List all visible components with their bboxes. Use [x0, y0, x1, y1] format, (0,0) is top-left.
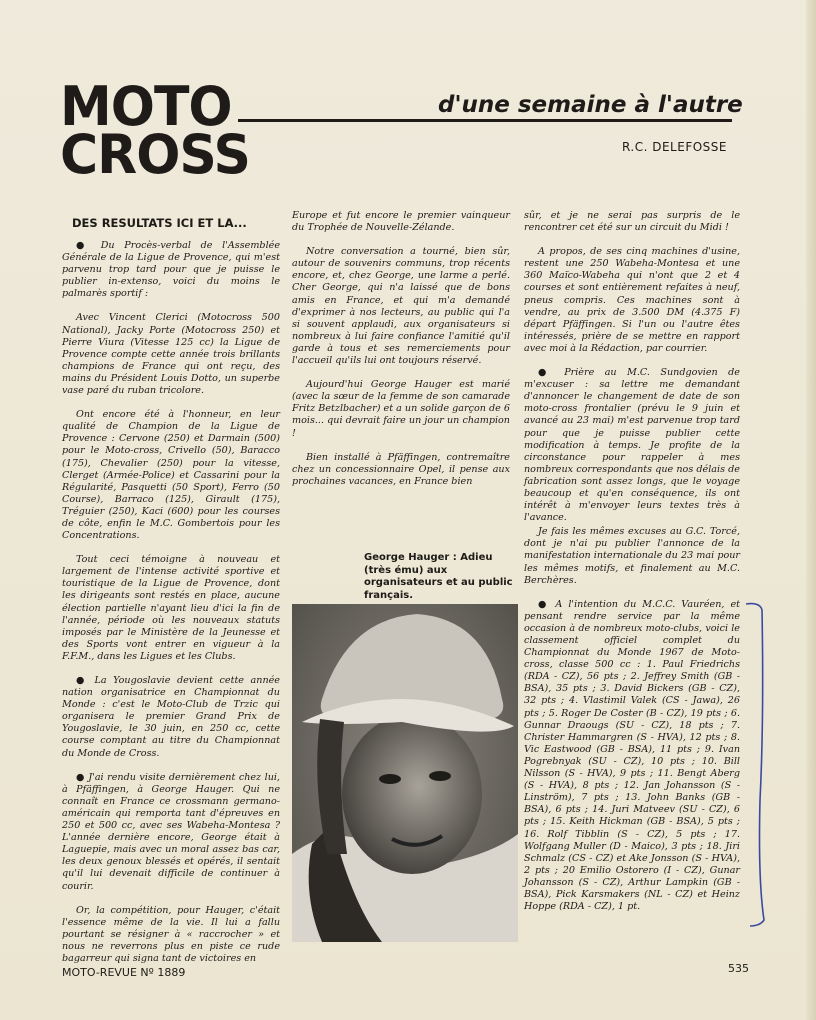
paragraph: sûr, et je ne serai pas surpris de le rencontrer cet été sur un circuit du Midi !	[524, 210, 740, 234]
masthead-line-1: MOTO	[60, 75, 232, 139]
paragraph: Tout ceci témoigne à nouveau et largement de l'intense activité sportive et touristique de la Ligue de Provence, dont les dirigeants sont restés en place, aucune élection partielle n'ayant lieu d'ici la fin de l'année, période où les nouveaux statuts imposés par le Ministère de la Jeunesse et des Sports vont entrer en vigueur à la F.F.M., dans les Ligues et les Clubs.	[62, 554, 280, 662]
paragraph: ● Prière au M.C. Sundgovien de m'excuser : sa lettre me demandant d'annoncer le changement de date de son moto-cross frontalier (prévu le 9 juin et avancé au 23 mai) m'est parvenue trop tard pour que je puisse publier cette modification à temps. Je profite de la circonstance pour rappeler à mes nombreux correspondants que nos délais de fabrication sont assez longs, que le voyage beaucoup et qu'en conséquence, ils ont intérêt à m'envoyer leurs textes très à l'avance.	[524, 367, 740, 524]
section-heading: DES RESULTATS ICI ET LA...	[72, 216, 247, 230]
article-column-1	[62, 240, 280, 977]
pen-mark-bracket	[742, 600, 772, 930]
masthead-rule	[238, 119, 732, 122]
paragraph: A propos, de ses cinq machines d'usine, restent une 250 Wabeha-Montesa et une 360 Maïco-Wabeha qui n'ont que 2 et 4 courses et sont entièrement refaites à neuf, pneus compris. Ces machines sont à vendre, au prix de 3.500 DM (4.375 F) départ Pfäffingen. Si l'un ou l'autre êtes intéressés, prière de se mettre en rapport avec moi à la Rédaction, par courrier.	[524, 246, 740, 354]
paragraph: ● J'ai rendu visite dernièrement chez lui, à Pfäffingen, à George Hauger. Qui ne connaît en France ce crossmann germano-américain qui remporta tant d'épreuves en 250 et 500 cc, avec ses Wabeha-Montesa ? L'année dernière encore, George était à Laguepie, mais avec un moral assez bas car, les deux genoux blessés et opérés, il sentait qu'il lui devenait difficile de continuer à courir.	[62, 771, 280, 892]
paragraph: Notre conversation a tourné, bien sûr, autour de souvenirs communs, trop récents encore, et, chez George, une larme a perlé. Cher George, qui n'a laissé que de bons amis en France, et qui m'a demandé d'exprimer à nos lecteurs, au public qui l'a si souvent applaudi, aux organisateurs si nombreux à lui faire confiance l'amitié qu'il garde à tous et ses remerciements pour l'accueil qu'ils lui ont toujours réservé.	[292, 246, 510, 367]
paragraph: Europe et fut encore le premier vainqueur du Trophée de Nouvelle-Zélande.	[292, 210, 510, 234]
masthead-line-2: CROSS	[60, 123, 250, 187]
article-column-3	[524, 210, 740, 925]
rider-portrait-image	[292, 604, 518, 942]
paragraph: Ont encore été à l'honneur, en leur qualité de Champion de la Ligue de Provence : Cervone (250) et Darmain (500) pour le Moto-cross, Crivello (50), Baracco (175), Chevalier (250) pour la vitesse, Clerget (Armée-Police) et Cassarini pour la Régularité, Pasquetti (50 Sport), Ferro (50 Course), Barraco (125), Girault (175), Tréguier (250), Kaci (600) pour les courses de côte, enfin le M.C. Gombertois pour les Concentrations.	[62, 409, 280, 542]
photo-caption: George Hauger : Adieu (très ému) aux organisateurs et au public français.	[364, 552, 513, 601]
footer-page-number: 535	[728, 962, 749, 975]
byline: R.C. DELEFOSSE	[622, 140, 727, 154]
paragraph: Avec Vincent Clerici (Motocross 500 National), Jacky Porte (Motocross 250) et Pierre Viura (Vitesse 125 cc) la Ligue de Provence compte cette année trois brillants champions de France qui ont reçu, des mains du Président Louis Dotto, un superbe vase paré du ruban tricolore.	[62, 312, 280, 397]
masthead-subtitle: d'une semaine à l'autre	[438, 92, 743, 118]
paragraph: Aujourd'hui George Hauger est marié (avec la sœur de la femme de son camarade Fritz Betzlbacher) et a un solide garçon de 6 mois... qui devrait faire un jour un champion !	[292, 379, 510, 439]
paragraph: ● A l'intention du M.C.C. Vauréen, et pensant rendre service par la même occasion à de nombreux moto-clubs, voici le classement officiel complet du Championnat du Monde 1967 de Moto-cross, classe 500 cc : 1. Paul Friedrichs (RDA - CZ), 56 pts ; 2. Jeffrey Smith (GB - BSA), 35 pts ; 3. David Bickers (GB - CZ), 32 pts ; 4. Vlastimil Valek (CS - Jawa), 26 pts ; 5. Roger De Coster (B - CZ), 19 pts ; 6. Gunnar Draougs (SU - CZ), 18 pts ; 7. Christer Hammargren (S - HVA), 12 pts ; 8. Vic Eastwood (GB - BSA), 11 pts ; 9. Ivan Pogrebnyak (SU - CZ), 10 pts ; 10. Bill Nilsson (S - HVA), 9 pts ; 11. Bengt Aberg (S - HVA), 8 pts ; 12. Jan Johansson (S - Linström), 7 pts ; 13. John Banks (GB - BSA), 6 pts ; 14. Juri Matveev (SU - CZ), 6 pts ; 15. Keith Hickman (GB - BSA), 5 pts ; 16. Rolf Tibblin (S - CZ), 5 pts ; 17. Wolfgang Muller (D - Maico), 3 pts ; 18. Jiri Schmalz (CS - CZ) et Ake Jonsson (S - HVA), 2 pts ; 20 Emilio Ostorero (I - CZ), Gunar Johansson (S - CZ), Arthur Lampkin (GB - BSA), Pick Karsmakers (NL - CZ) et Heinz Hoppe (RDA - CZ), 1 pt.	[524, 598, 740, 913]
paragraph: ● Du Procès-verbal de l'Assemblée Générale de la Ligue de Provence, qui m'est parvenu trop tard pour que je puisse le publier in-extenso, voici du moins le palmarès sportif :	[62, 240, 280, 300]
portrait-photo	[292, 604, 518, 942]
paragraph: Or, la compétition, pour Hauger, c'était l'essence même de la vie. Il lui a fallu pourtant se résigner à « raccrocher » et nous ne reverrons plus en piste ce rude bagarreur qui signa tant de victoires en	[62, 904, 280, 964]
masthead-title	[60, 75, 250, 187]
article-column-2	[292, 210, 510, 500]
paragraph: Bien installé à Pfäffingen, contremaître chez un concessionnaire Opel, il pense aux prochaines vacances, en France bien	[292, 451, 510, 487]
page-edge	[806, 0, 816, 1020]
paragraph: Je fais les mêmes excuses au G.C. Torcé, dont je n'ai pu publier l'annonce de la manifestation internationale du 23 mai pour les mêmes motifs, et finalement au M.C. Berchères.	[524, 526, 740, 586]
footer-publication: MOTO-REVUE Nº 1889	[62, 966, 186, 979]
paragraph: ● La Yougoslavie devient cette année nation organisatrice en Championnat du Monde : c'est le Moto-Club de Trzic qui organisera le premier Grand Prix de Yougoslavie, le 30 juin, en 250 cc, cette course comptant au titre du Championnat du Monde de Cross.	[62, 675, 280, 759]
